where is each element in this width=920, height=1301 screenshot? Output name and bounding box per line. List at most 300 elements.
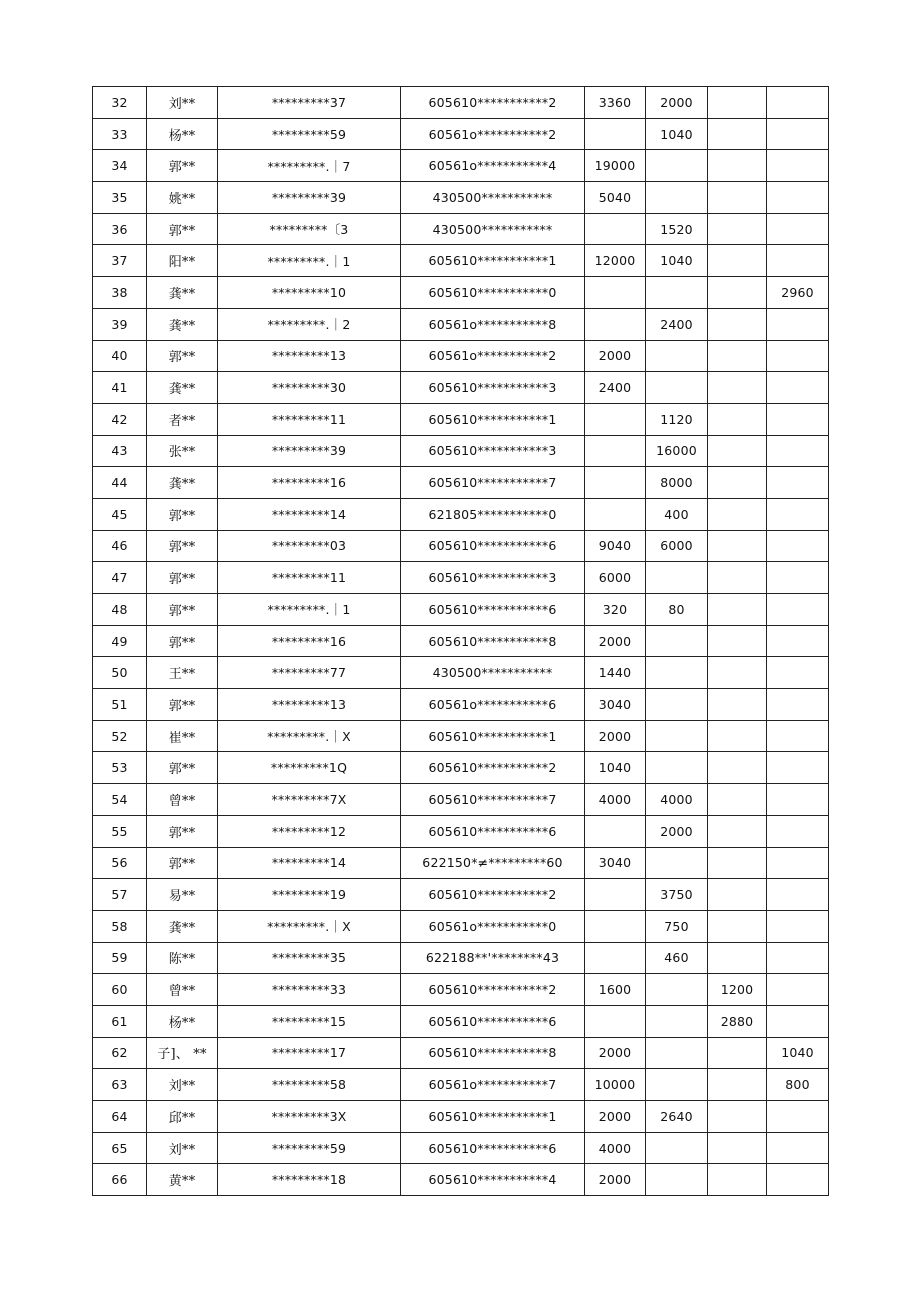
amount-col-1-cell: 4000 <box>585 1132 646 1164</box>
amount-col-4-cell <box>767 910 829 942</box>
amount-col-3-cell <box>708 245 767 277</box>
id-number-cell: *********77 <box>218 657 401 689</box>
amount-col-1-cell <box>585 879 646 911</box>
row-number-cell: 53 <box>93 752 147 784</box>
account-number-cell: 605610***********3 <box>401 435 585 467</box>
id-number-cell: *********.｜X <box>218 910 401 942</box>
row-number-cell: 52 <box>93 720 147 752</box>
id-number-cell: *********.｜7 <box>218 150 401 182</box>
account-number-cell: 605610***********1 <box>401 1101 585 1133</box>
amount-col-2-cell: 1040 <box>646 245 708 277</box>
amount-col-2-cell: 6000 <box>646 530 708 562</box>
id-number-cell: *********19 <box>218 879 401 911</box>
amount-col-4-cell <box>767 530 829 562</box>
row-number-cell: 42 <box>93 403 147 435</box>
table-row <box>93 689 829 721</box>
account-number-cell: 605610***********4 <box>401 1164 585 1196</box>
name-cell: 刘** <box>147 1069 218 1101</box>
amount-col-2-cell <box>646 562 708 594</box>
amount-col-2-cell <box>646 720 708 752</box>
account-number-cell: 605610***********7 <box>401 784 585 816</box>
table-row <box>93 562 829 594</box>
amount-col-4-cell <box>767 1005 829 1037</box>
name-cell: 郭** <box>147 150 218 182</box>
amount-col-1-cell: 2000 <box>585 1037 646 1069</box>
table-row <box>93 308 829 340</box>
amount-col-2-cell: 2640 <box>646 1101 708 1133</box>
amount-col-4-cell <box>767 974 829 1006</box>
amount-col-3-cell <box>708 435 767 467</box>
amount-col-1-cell <box>585 467 646 499</box>
name-cell: 曾** <box>147 784 218 816</box>
amount-col-1-cell <box>585 910 646 942</box>
amount-col-4-cell <box>767 245 829 277</box>
amount-col-3-cell <box>708 1132 767 1164</box>
amount-col-3-cell <box>708 879 767 911</box>
amount-col-1-cell: 320 <box>585 594 646 626</box>
amount-col-3-cell <box>708 213 767 245</box>
amount-col-4-cell <box>767 403 829 435</box>
row-number-cell: 58 <box>93 910 147 942</box>
name-cell: 刘** <box>147 1132 218 1164</box>
account-number-cell: 605610***********6 <box>401 530 585 562</box>
row-number-cell: 35 <box>93 182 147 214</box>
row-number-cell: 48 <box>93 594 147 626</box>
table-row <box>93 372 829 404</box>
amount-col-4-cell: 2960 <box>767 277 829 309</box>
amount-col-2-cell: 2000 <box>646 815 708 847</box>
name-cell: 郭** <box>147 340 218 372</box>
account-number-cell: 622188**'********43 <box>401 942 585 974</box>
account-number-cell: 605610***********3 <box>401 562 585 594</box>
amount-col-4-cell <box>767 1101 829 1133</box>
name-cell: 阳** <box>147 245 218 277</box>
amount-col-4-cell <box>767 720 829 752</box>
amount-col-1-cell: 2400 <box>585 372 646 404</box>
name-cell: 郭** <box>147 752 218 784</box>
name-cell: 郭** <box>147 213 218 245</box>
amount-col-3-cell <box>708 182 767 214</box>
id-number-cell: *********35 <box>218 942 401 974</box>
account-number-cell: 621805***********0 <box>401 498 585 530</box>
row-number-cell: 57 <box>93 879 147 911</box>
name-cell: 易** <box>147 879 218 911</box>
amount-col-4-cell <box>767 467 829 499</box>
amount-col-3-cell <box>708 150 767 182</box>
row-number-cell: 54 <box>93 784 147 816</box>
table-row <box>93 498 829 530</box>
row-number-cell: 49 <box>93 625 147 657</box>
id-number-cell: *********33 <box>218 974 401 1006</box>
amount-col-2-cell: 8000 <box>646 467 708 499</box>
amount-col-4-cell <box>767 87 829 119</box>
table-row <box>93 879 829 911</box>
amount-col-1-cell <box>585 308 646 340</box>
id-number-cell: *********14 <box>218 498 401 530</box>
account-number-cell: 622150*≠*********60 <box>401 847 585 879</box>
row-number-cell: 59 <box>93 942 147 974</box>
name-cell: 龚** <box>147 372 218 404</box>
name-cell: 郭** <box>147 689 218 721</box>
name-cell: 郭** <box>147 530 218 562</box>
table-row <box>93 245 829 277</box>
id-number-cell: *********58 <box>218 1069 401 1101</box>
id-number-cell: *********14 <box>218 847 401 879</box>
name-cell: 黄** <box>147 1164 218 1196</box>
amount-col-3-cell <box>708 467 767 499</box>
amount-col-1-cell: 10000 <box>585 1069 646 1101</box>
amount-col-4-cell <box>767 150 829 182</box>
account-number-cell: 605610***********0 <box>401 277 585 309</box>
name-cell: 姚** <box>147 182 218 214</box>
account-number-cell: 605610***********7 <box>401 467 585 499</box>
account-number-cell: 605610***********3 <box>401 372 585 404</box>
row-number-cell: 63 <box>93 1069 147 1101</box>
amount-col-2-cell <box>646 182 708 214</box>
table-row <box>93 1164 829 1196</box>
amount-col-1-cell <box>585 942 646 974</box>
amount-col-3-cell <box>708 847 767 879</box>
table-row <box>93 910 829 942</box>
table-row <box>93 942 829 974</box>
row-number-cell: 45 <box>93 498 147 530</box>
id-number-cell: *********12 <box>218 815 401 847</box>
amount-col-1-cell: 1040 <box>585 752 646 784</box>
amount-col-1-cell: 3040 <box>585 847 646 879</box>
amount-col-1-cell: 3040 <box>585 689 646 721</box>
amount-col-2-cell: 750 <box>646 910 708 942</box>
table-row <box>93 784 829 816</box>
name-cell: 王** <box>147 657 218 689</box>
amount-col-2-cell <box>646 752 708 784</box>
table-row <box>93 277 829 309</box>
account-number-cell: 605610***********1 <box>401 245 585 277</box>
table-row <box>93 150 829 182</box>
id-number-cell: *********3X <box>218 1101 401 1133</box>
amount-col-4-cell <box>767 942 829 974</box>
name-cell: 崔** <box>147 720 218 752</box>
amount-col-1-cell <box>585 213 646 245</box>
name-cell: 郭** <box>147 498 218 530</box>
table-row <box>93 720 829 752</box>
id-number-cell: *********.｜X <box>218 720 401 752</box>
amount-col-3-cell <box>708 815 767 847</box>
amount-col-3-cell <box>708 942 767 974</box>
amount-col-4-cell <box>767 689 829 721</box>
amount-col-4-cell <box>767 308 829 340</box>
amount-col-1-cell: 2000 <box>585 340 646 372</box>
amount-col-2-cell <box>646 1069 708 1101</box>
amount-col-4-cell: 1040 <box>767 1037 829 1069</box>
id-number-cell: *********1Q <box>218 752 401 784</box>
amount-col-4-cell <box>767 815 829 847</box>
row-number-cell: 55 <box>93 815 147 847</box>
amount-col-1-cell <box>585 815 646 847</box>
table-row <box>93 847 829 879</box>
amount-col-3-cell: 2880 <box>708 1005 767 1037</box>
amount-col-2-cell: 1520 <box>646 213 708 245</box>
amount-col-2-cell <box>646 277 708 309</box>
row-number-cell: 39 <box>93 308 147 340</box>
amount-col-3-cell <box>708 1037 767 1069</box>
id-number-cell: *********11 <box>218 562 401 594</box>
table-row <box>93 435 829 467</box>
name-cell: 杨** <box>147 118 218 150</box>
amount-col-3-cell <box>708 720 767 752</box>
amount-col-2-cell: 400 <box>646 498 708 530</box>
row-number-cell: 46 <box>93 530 147 562</box>
account-number-cell: 605610***********8 <box>401 1037 585 1069</box>
id-number-cell: *********13 <box>218 689 401 721</box>
table-row <box>93 594 829 626</box>
id-number-cell: *********39 <box>218 182 401 214</box>
id-number-cell: *********37 <box>218 87 401 119</box>
amount-col-2-cell <box>646 974 708 1006</box>
table-row <box>93 815 829 847</box>
account-number-cell: 605610***********2 <box>401 752 585 784</box>
table-row <box>93 657 829 689</box>
amount-col-3-cell <box>708 87 767 119</box>
amount-col-1-cell: 4000 <box>585 784 646 816</box>
account-number-cell: 605610***********6 <box>401 1132 585 1164</box>
row-number-cell: 56 <box>93 847 147 879</box>
amount-col-3-cell <box>708 689 767 721</box>
table-row <box>93 403 829 435</box>
amount-col-4-cell <box>767 435 829 467</box>
records-table <box>92 86 829 1196</box>
amount-col-4-cell <box>767 372 829 404</box>
amount-col-2-cell: 3750 <box>646 879 708 911</box>
amount-col-1-cell <box>585 435 646 467</box>
name-cell: 子]、 ** <box>147 1037 218 1069</box>
id-number-cell: *********03 <box>218 530 401 562</box>
amount-col-3-cell <box>708 340 767 372</box>
name-cell: 龚** <box>147 910 218 942</box>
amount-col-2-cell: 2400 <box>646 308 708 340</box>
row-number-cell: 60 <box>93 974 147 1006</box>
amount-col-4-cell <box>767 879 829 911</box>
amount-col-3-cell <box>708 625 767 657</box>
amount-col-2-cell <box>646 1037 708 1069</box>
id-number-cell: *********17 <box>218 1037 401 1069</box>
amount-col-2-cell <box>646 340 708 372</box>
id-number-cell: *********18 <box>218 1164 401 1196</box>
amount-col-3-cell <box>708 1101 767 1133</box>
row-number-cell: 33 <box>93 118 147 150</box>
id-number-cell: *********39 <box>218 435 401 467</box>
table-row <box>93 467 829 499</box>
account-number-cell: 605610***********6 <box>401 594 585 626</box>
amount-col-4-cell <box>767 657 829 689</box>
amount-col-1-cell: 1440 <box>585 657 646 689</box>
id-number-cell: *********〔3 <box>218 213 401 245</box>
records-body <box>93 87 829 1196</box>
amount-col-3-cell <box>708 657 767 689</box>
name-cell: 龚** <box>147 467 218 499</box>
amount-col-1-cell <box>585 277 646 309</box>
row-number-cell: 65 <box>93 1132 147 1164</box>
name-cell: 者** <box>147 403 218 435</box>
account-number-cell: 605610***********2 <box>401 87 585 119</box>
amount-col-2-cell <box>646 1164 708 1196</box>
id-number-cell: *********.｜1 <box>218 594 401 626</box>
amount-col-4-cell <box>767 1164 829 1196</box>
account-number-cell: 60561o***********6 <box>401 689 585 721</box>
id-number-cell: *********59 <box>218 1132 401 1164</box>
id-number-cell: *********13 <box>218 340 401 372</box>
name-cell: 郭** <box>147 562 218 594</box>
id-number-cell: *********30 <box>218 372 401 404</box>
table-row <box>93 974 829 1006</box>
id-number-cell: *********16 <box>218 467 401 499</box>
account-number-cell: 60561o***********2 <box>401 340 585 372</box>
table-row <box>93 530 829 562</box>
row-number-cell: 62 <box>93 1037 147 1069</box>
account-number-cell: 430500*********** <box>401 182 585 214</box>
id-number-cell: *********10 <box>218 277 401 309</box>
amount-col-4-cell <box>767 340 829 372</box>
amount-col-1-cell: 19000 <box>585 150 646 182</box>
name-cell: 刘** <box>147 87 218 119</box>
amount-col-2-cell: 460 <box>646 942 708 974</box>
amount-col-2-cell <box>646 625 708 657</box>
amount-col-2-cell: 2000 <box>646 87 708 119</box>
amount-col-2-cell: 4000 <box>646 784 708 816</box>
row-number-cell: 37 <box>93 245 147 277</box>
id-number-cell: *********15 <box>218 1005 401 1037</box>
id-number-cell: *********.｜1 <box>218 245 401 277</box>
table-row <box>93 340 829 372</box>
amount-col-3-cell <box>708 118 767 150</box>
name-cell: 郭** <box>147 594 218 626</box>
row-number-cell: 61 <box>93 1005 147 1037</box>
account-number-cell: 605610***********6 <box>401 1005 585 1037</box>
account-number-cell: 430500*********** <box>401 213 585 245</box>
amount-col-3-cell <box>708 752 767 784</box>
account-number-cell: 605610***********1 <box>401 720 585 752</box>
row-number-cell: 47 <box>93 562 147 594</box>
id-number-cell: *********59 <box>218 118 401 150</box>
amount-col-1-cell <box>585 498 646 530</box>
account-number-cell: 60561o***********7 <box>401 1069 585 1101</box>
account-number-cell: 605610***********2 <box>401 879 585 911</box>
amount-col-2-cell <box>646 1005 708 1037</box>
amount-col-2-cell <box>646 1132 708 1164</box>
amount-col-1-cell: 6000 <box>585 562 646 594</box>
table-row <box>93 213 829 245</box>
amount-col-3-cell <box>708 530 767 562</box>
table-row <box>93 87 829 119</box>
name-cell: 杨** <box>147 1005 218 1037</box>
amount-col-3-cell <box>708 308 767 340</box>
name-cell: 龚** <box>147 308 218 340</box>
amount-col-1-cell: 1600 <box>585 974 646 1006</box>
table-row <box>93 182 829 214</box>
account-number-cell: 430500*********** <box>401 657 585 689</box>
account-number-cell: 605610***********8 <box>401 625 585 657</box>
id-number-cell: *********.｜2 <box>218 308 401 340</box>
amount-col-1-cell: 2000 <box>585 1164 646 1196</box>
amount-col-2-cell: 80 <box>646 594 708 626</box>
amount-col-1-cell <box>585 118 646 150</box>
amount-col-3-cell <box>708 910 767 942</box>
amount-col-2-cell: 1040 <box>646 118 708 150</box>
amount-col-2-cell: 1120 <box>646 403 708 435</box>
amount-col-4-cell <box>767 562 829 594</box>
account-number-cell: 605610***********2 <box>401 974 585 1006</box>
amount-col-3-cell <box>708 277 767 309</box>
amount-col-3-cell <box>708 594 767 626</box>
row-number-cell: 50 <box>93 657 147 689</box>
amount-col-1-cell: 3360 <box>585 87 646 119</box>
table-row <box>93 625 829 657</box>
amount-col-3-cell <box>708 562 767 594</box>
row-number-cell: 38 <box>93 277 147 309</box>
amount-col-1-cell: 2000 <box>585 625 646 657</box>
amount-col-1-cell: 5040 <box>585 182 646 214</box>
id-number-cell: *********16 <box>218 625 401 657</box>
name-cell: 张** <box>147 435 218 467</box>
name-cell: 邱** <box>147 1101 218 1133</box>
amount-col-4-cell <box>767 625 829 657</box>
amount-col-1-cell: 2000 <box>585 720 646 752</box>
amount-col-3-cell <box>708 784 767 816</box>
amount-col-1-cell <box>585 1005 646 1037</box>
amount-col-4-cell <box>767 498 829 530</box>
row-number-cell: 43 <box>93 435 147 467</box>
row-number-cell: 64 <box>93 1101 147 1133</box>
amount-col-4-cell <box>767 213 829 245</box>
name-cell: 龚** <box>147 277 218 309</box>
table-row <box>93 1037 829 1069</box>
account-number-cell: 60561o***********2 <box>401 118 585 150</box>
row-number-cell: 66 <box>93 1164 147 1196</box>
amount-col-3-cell <box>708 498 767 530</box>
amount-col-3-cell <box>708 1164 767 1196</box>
amount-col-1-cell: 9040 <box>585 530 646 562</box>
amount-col-2-cell <box>646 150 708 182</box>
amount-col-3-cell <box>708 403 767 435</box>
amount-col-2-cell <box>646 689 708 721</box>
table-row <box>93 752 829 784</box>
amount-col-2-cell: 16000 <box>646 435 708 467</box>
amount-col-4-cell <box>767 1132 829 1164</box>
amount-col-4-cell <box>767 847 829 879</box>
amount-col-4-cell <box>767 182 829 214</box>
table-row <box>93 1101 829 1133</box>
amount-col-3-cell <box>708 372 767 404</box>
amount-col-2-cell <box>646 847 708 879</box>
row-number-cell: 44 <box>93 467 147 499</box>
row-number-cell: 41 <box>93 372 147 404</box>
row-number-cell: 51 <box>93 689 147 721</box>
row-number-cell: 32 <box>93 87 147 119</box>
name-cell: 陈** <box>147 942 218 974</box>
account-number-cell: 605610***********1 <box>401 403 585 435</box>
row-number-cell: 34 <box>93 150 147 182</box>
row-number-cell: 40 <box>93 340 147 372</box>
table-row <box>93 1069 829 1101</box>
amount-col-2-cell <box>646 657 708 689</box>
account-number-cell: 605610***********6 <box>401 815 585 847</box>
account-number-cell: 60561o***********4 <box>401 150 585 182</box>
table-row <box>93 118 829 150</box>
amount-col-1-cell <box>585 403 646 435</box>
name-cell: 郭** <box>147 625 218 657</box>
id-number-cell: *********7X <box>218 784 401 816</box>
amount-col-4-cell <box>767 594 829 626</box>
amount-col-2-cell <box>646 372 708 404</box>
